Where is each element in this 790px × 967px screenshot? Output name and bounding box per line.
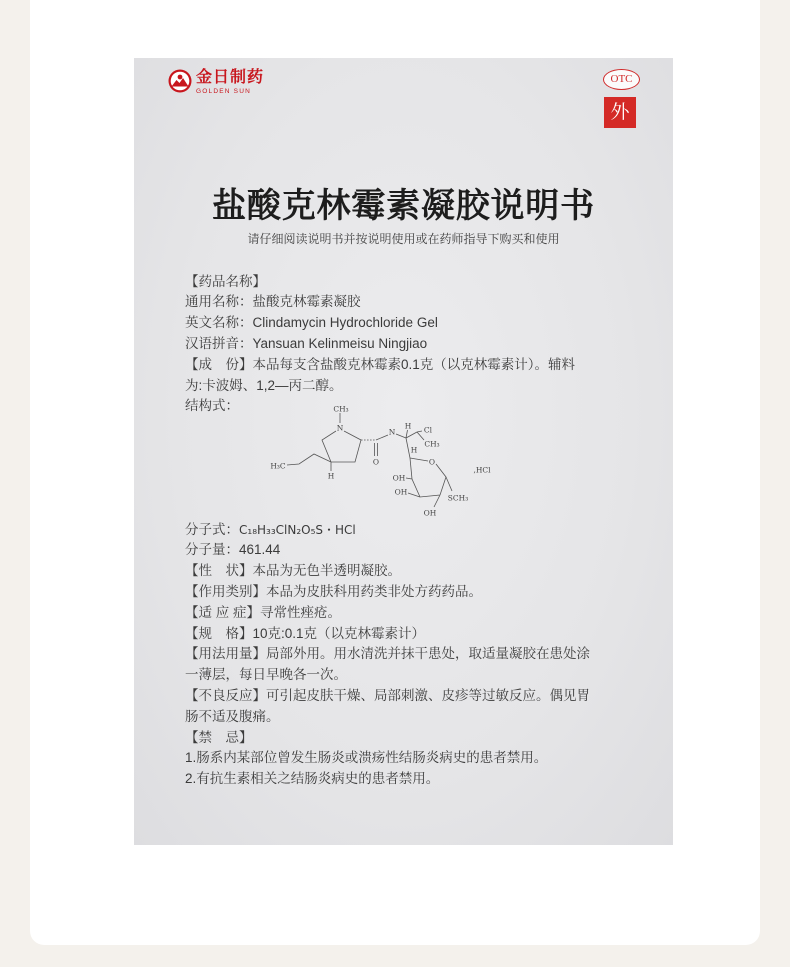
- atom-label: O: [428, 457, 436, 467]
- pinyin-name-value: Yansuan Kelinmeisu Ningjiao: [252, 335, 428, 351]
- atom-label: SCH₃: [447, 493, 469, 503]
- golden-sun-logo-icon: [168, 69, 192, 93]
- atom-label: H: [327, 471, 335, 481]
- category-text: 本品为皮肤科用药类非处方药药品。: [266, 583, 482, 599]
- pinyin-name-row: [185, 334, 655, 355]
- atom-label: H₃C: [270, 461, 286, 471]
- contraindication-item: 1.肠系内某部位曾发生肠炎或溃疡性结肠炎病史的患者禁用。: [185, 750, 548, 766]
- adverse-reactions-text-continued: 肠不适及腹痛。: [185, 708, 280, 724]
- molecular-weight-label: 分子量：: [185, 542, 239, 558]
- atom-label: N: [336, 423, 344, 433]
- composition-row: [185, 355, 655, 376]
- contraindication-item: 2.有抗生素相关之结肠炎病史的患者禁用。: [185, 771, 440, 787]
- leaflet-body-top: [185, 272, 655, 418]
- atom-label: N: [388, 427, 396, 437]
- adverse-reactions-text: 可引起皮肤干燥、局部刺激、皮疹等过敏反应。偶见胃: [266, 687, 590, 703]
- structure-label: 结构式：: [185, 398, 239, 414]
- atom-label: OH: [392, 473, 406, 483]
- adverse-reactions-label: 【不良反应】: [185, 687, 266, 703]
- atom-label: O: [372, 457, 380, 467]
- indications-label: 【适 应 症】: [185, 604, 261, 620]
- external-use-badge: 外: [604, 97, 636, 128]
- dosage-row-continued: [185, 665, 655, 686]
- specification-label: 【规 格】: [185, 625, 253, 641]
- instruction-leaflet: [134, 58, 673, 845]
- otc-badge: OTC: [603, 69, 640, 90]
- leaflet-subtitle: 请仔细阅读说明书并按说明使用或在药师指导下购买和使用: [247, 232, 560, 246]
- atom-label: H: [404, 421, 412, 431]
- brand-name-en: GOLDEN SUN: [196, 88, 251, 95]
- indications-text: 寻常性痤疮。: [260, 604, 342, 620]
- atom-label: Cl: [423, 425, 433, 435]
- molecular-weight-row: [185, 540, 655, 561]
- dosage-text: 局部外用。用水清洗并抹干患处，取适量凝胶在患处涂: [266, 646, 590, 662]
- english-name-value: Clindamycin Hydrochloride Gel: [252, 315, 438, 331]
- generic-name-label: 通用名称：: [185, 294, 253, 310]
- adverse-reactions-row: [185, 686, 655, 707]
- description-label: 【性 状】: [185, 563, 253, 579]
- atom-label: OH: [423, 508, 437, 518]
- dosage-row: [185, 644, 655, 665]
- english-name-row: [185, 313, 655, 334]
- indications-row: [185, 603, 655, 624]
- dosage-text-continued: 一薄层，每日早晚各一次。: [185, 667, 347, 683]
- pinyin-name-label: 汉语拼音：: [185, 335, 253, 351]
- generic-name-row: [185, 292, 655, 313]
- molecular-formula-value: C₁₈H₃₃ClN₂O₅S・HCl: [239, 522, 356, 537]
- atom-label: CH₃: [424, 439, 440, 449]
- adverse-reactions-row-continued: [185, 707, 655, 728]
- specification-text: 10克:0.1克（以克林霉素计）: [252, 625, 426, 641]
- molecular-formula-row: [185, 520, 655, 541]
- composition-label: 【成 份】: [185, 356, 253, 372]
- atom-label: CH₃: [333, 404, 349, 414]
- carbonyl-double-bond: [375, 443, 378, 456]
- english-name-label: 英文名称：: [185, 315, 253, 331]
- category-row: [185, 582, 655, 603]
- dosage-label: 【用法用量】: [185, 646, 266, 662]
- composition-text: 本品每支含盐酸克林霉素0.1克（以克林霉素计）。辅料: [252, 356, 576, 372]
- contraindications-label: 【禁 忌】: [185, 729, 253, 745]
- description-row: [185, 561, 655, 582]
- leaflet-body-bottom: [185, 520, 655, 790]
- drug-name-heading: 【药品名称】: [185, 273, 266, 289]
- leaflet-title: 盐酸克林霉素凝胶说明书: [212, 187, 595, 225]
- structural-formula-diagram: [254, 398, 514, 528]
- brand-name-cn: 金日制药: [196, 69, 265, 86]
- atom-label: H: [410, 445, 418, 455]
- specification-row: [185, 624, 655, 645]
- atom-label: OH: [394, 487, 408, 497]
- generic-name-value: 盐酸克林霉素凝胶: [252, 294, 361, 310]
- category-label: 【作用类别】: [185, 583, 266, 599]
- molecular-formula-label: 分子式：: [185, 521, 239, 537]
- composition-text-continued: 为:卡波姆、1,2—丙二醇。: [185, 377, 343, 393]
- atom-label: ,HCl: [473, 465, 491, 475]
- composition-row-continued: [185, 376, 655, 397]
- description-text: 本品为无色半透明凝胶。: [252, 563, 401, 579]
- molecular-weight-value: 461.44: [239, 542, 281, 558]
